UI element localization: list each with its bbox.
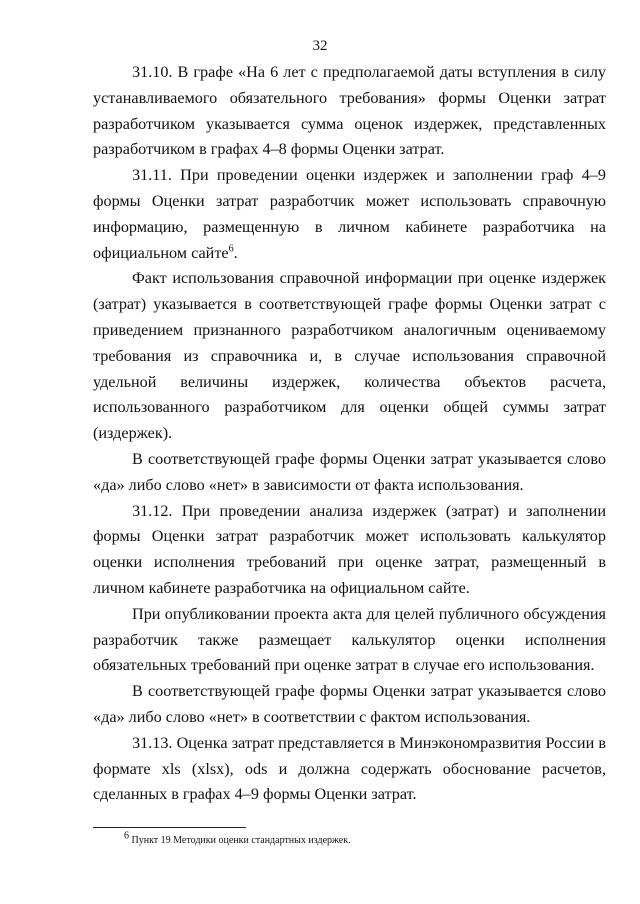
paragraph-31-11-text: 31.11. При проведении оценки издержек и заполнении граф 4–9 формы Оценки затрат разработчик может использовать справочную информацию, размещенную в личном кабинете разработчика на официальном сайте — [93, 166, 606, 262]
paragraph-31-13: 31.13. Оценка затрат представляется в Минэкономразвития России в формате xls (xlsx), ods и должна содержать обоснование расчетов, сделанных в графах 4–9 формы Оценки затрат. — [93, 733, 606, 804]
footnote-separator — [93, 827, 246, 828]
paragraph-reference-usage: Факт использования справочной информации при оценке издержек (затрат) указывается в соответствующей графе формы Оценки затрат с приведением признанного разработчиком аналогичным оцениваемому требования из справочника и, в случае использования справочной удельной величины издержек, количества объектов расчета, использованного разработчиком для оценки общей суммы затрат (издержек). — [93, 269, 606, 443]
footnote-reference[interactable]: 6 — [228, 243, 234, 255]
paragraph-31-11 — [93, 163, 606, 266]
footnote-text: Пункт 19 Методики оценки стандартных издержек. — [129, 835, 351, 846]
footnote — [124, 830, 351, 846]
paragraph-31-10: 31.10. В графе «На 6 лет с предполагаемой даты вступления в силу устанавливаемого обязательного требования» формы Оценки затрат разработчиком указывается сумма оценок издержек, представленных разработчиком в графах 4–8 формы Оценки затрат. — [93, 63, 606, 159]
paragraph-yes-no-fact: В соответствующей графе формы Оценки затрат указывается слово «да» либо слово «нет» в соответствии с фактом использования. — [93, 682, 606, 726]
page-number: 32 — [312, 38, 328, 54]
paragraph-yes-no-usage: В соответствующей графе формы Оценки затрат указывается слово «да» либо слово «нет» в зависимости от факта использования. — [93, 449, 606, 494]
paragraph-31-12: 31.12. При проведении анализа издержек (затрат) и заполнении формы Оценки затрат разработчик может использовать калькулятор оценки исполнения требований при оценке затрат, размещенный в личном кабинете разработчика на официальном сайте. — [93, 501, 606, 597]
paragraph-31-11-end: . — [233, 243, 238, 262]
footnote-marker: 6 — [124, 830, 129, 842]
document-body — [93, 60, 606, 808]
paragraph-calculator-publication: При опубликовании проекта акта для целей публичного обсуждения разработчик также размещает калькулятор оценки исполнения обязательных требований при оценке затрат в случае его использования. — [93, 604, 606, 675]
